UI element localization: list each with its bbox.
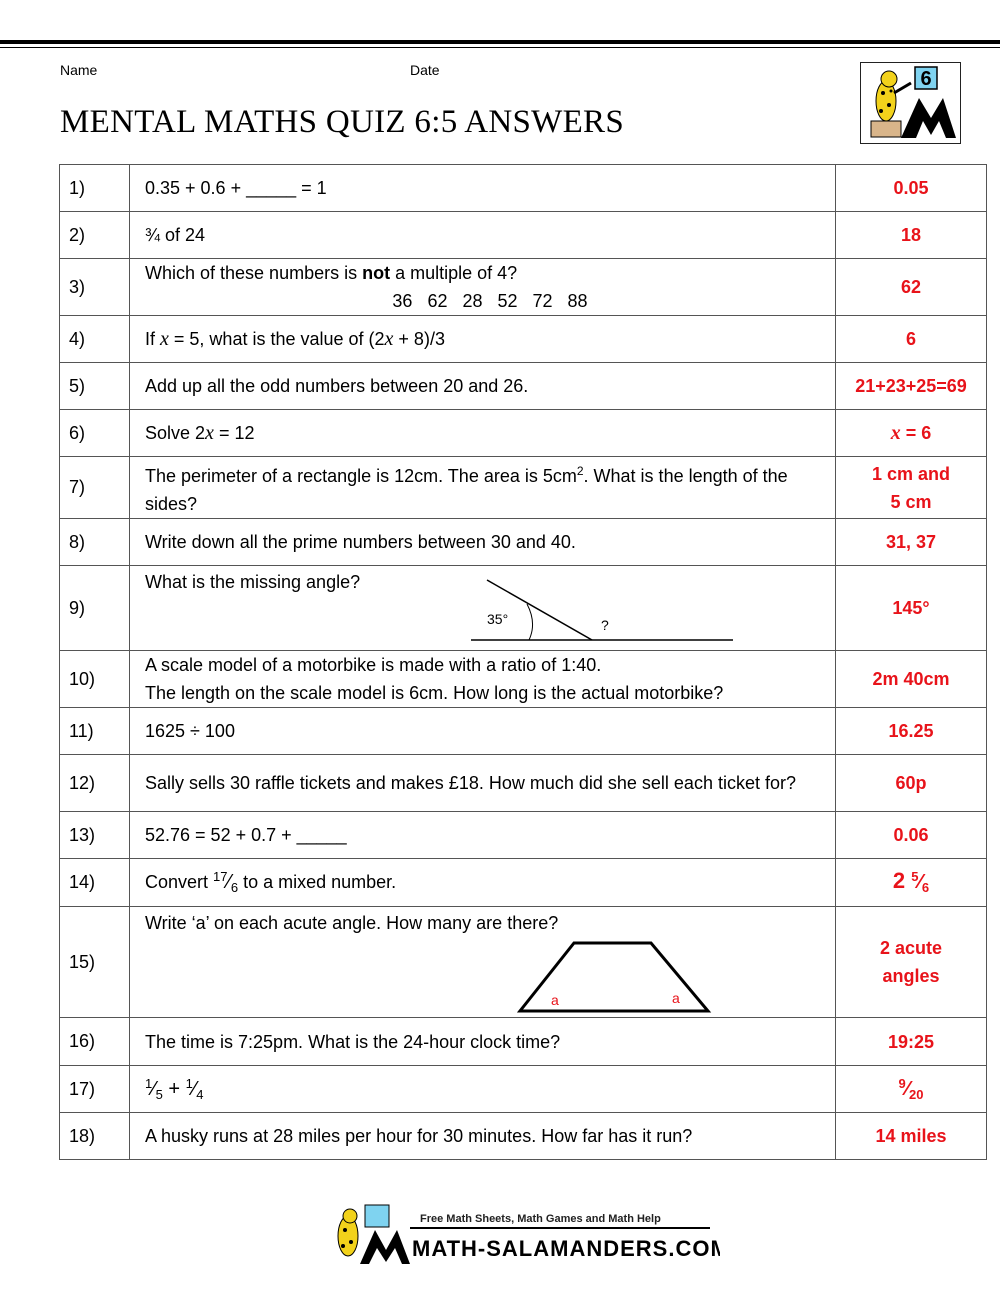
top-rule-thin xyxy=(0,47,1000,48)
question-text: ¾ of 24 xyxy=(130,212,836,259)
question-text: If x = 5, what is the value of (2x + 8)/3 xyxy=(130,316,836,363)
date-label: Date xyxy=(410,62,440,78)
question-number: 6) xyxy=(60,410,130,457)
footer-logo xyxy=(320,1200,720,1270)
name-label: Name xyxy=(60,62,98,78)
unknown-angle-label: ? xyxy=(601,617,609,633)
question-number: 18) xyxy=(60,1113,130,1160)
question-number: 7) xyxy=(60,457,130,519)
question-text: Write down all the prime numbers between 30 and 40. xyxy=(130,519,836,566)
question-row xyxy=(60,316,987,363)
answer: 0.05 xyxy=(836,165,987,212)
page-title: MENTAL MATHS QUIZ 6:5 ANSWERS xyxy=(60,104,625,140)
question-row xyxy=(60,1066,987,1113)
answer: 14 miles xyxy=(836,1113,987,1160)
question-row xyxy=(60,363,987,410)
question-text: 0.35 + 0.6 + _____ = 1 xyxy=(130,165,836,212)
question-text: The perimeter of a rectangle is 12cm. The area is $5cm^2$. What is the length of the sides? xyxy=(130,457,836,519)
answer: 60p xyxy=(836,755,987,812)
question-row xyxy=(60,259,987,316)
question-row xyxy=(60,907,987,1018)
question-number: 10) xyxy=(60,651,130,708)
question-row xyxy=(60,1018,987,1066)
question-number: 5) xyxy=(60,363,130,410)
question-text: 52.76 = 52 + 0.7 + _____ xyxy=(130,812,836,859)
answer: 31, 37 xyxy=(836,519,987,566)
answer: 19:25 xyxy=(836,1018,987,1066)
question-number: 4) xyxy=(60,316,130,363)
question-number: 15) xyxy=(60,907,130,1018)
answer: $^9⁄_{20}$ xyxy=(836,1066,987,1113)
question-row xyxy=(60,165,987,212)
angle-diagram xyxy=(467,568,747,648)
answer: 2 acute angles xyxy=(836,907,987,1018)
question-number: 1) xyxy=(60,165,130,212)
question-number: 11) xyxy=(60,708,130,755)
answer: 145° xyxy=(836,566,987,651)
question-row xyxy=(60,708,987,755)
question-text: A husky runs at 28 miles per hour for 30 minutes. How far has it run? xyxy=(130,1113,836,1160)
answer: 6 xyxy=(836,316,987,363)
number-options: 36 62 28 52 72 88 xyxy=(392,291,588,311)
question-row xyxy=(60,651,987,708)
logo-grade-number: 6 xyxy=(920,68,932,90)
question-text: What is the missing angle? 35° ? xyxy=(130,566,836,651)
answer: 18 xyxy=(836,212,987,259)
answer: 2 $^5$⁄6 xyxy=(836,859,987,907)
question-text: Solve 2x = 12 xyxy=(130,410,836,457)
question-row xyxy=(60,812,987,859)
math-salamanders-logo-icon xyxy=(320,1200,720,1270)
acute-angle-mark: a xyxy=(551,992,559,1008)
question-row xyxy=(60,519,987,566)
question-row xyxy=(60,1113,987,1160)
answer: 0.06 xyxy=(836,812,987,859)
answer: 62 xyxy=(836,259,987,316)
answer: 21+23+25=69 xyxy=(836,363,987,410)
acute-angle-mark: a xyxy=(672,990,680,1006)
question-text: Which of these numbers is not a multiple of 4? 36 62 28 52 72 88 xyxy=(130,259,836,316)
question-number: 2) xyxy=(60,212,130,259)
question-row xyxy=(60,457,987,519)
question-text: The time is 7:25pm. What is the 24-hour clock time? xyxy=(130,1018,836,1066)
question-number: 14) xyxy=(60,859,130,907)
angle-label: 35° xyxy=(487,611,509,627)
question-row xyxy=(60,566,987,651)
question-row xyxy=(60,755,987,812)
question-number: 13) xyxy=(60,812,130,859)
answer: 2m 40cm xyxy=(836,651,987,708)
question-text: 1625 ÷ 100 xyxy=(130,708,836,755)
question-number: 12) xyxy=(60,755,130,812)
quiz-table xyxy=(59,164,987,1160)
question-number: 9) xyxy=(60,566,130,651)
grade-logo xyxy=(860,62,961,144)
question-number: 17) xyxy=(60,1066,130,1113)
top-rule xyxy=(0,40,1000,44)
salamander-logo-icon xyxy=(861,63,960,143)
question-number: 8) xyxy=(60,519,130,566)
emphasis-not: not xyxy=(362,263,391,283)
question-row xyxy=(60,859,987,907)
question-text: Write ‘a’ on each acute angle. How many are there? a a xyxy=(130,907,836,1018)
question-text: A scale model of a motorbike is made with a ratio of 1:40. The length on the scale model is 6cm. How long is the actual motorbike? xyxy=(130,651,836,708)
question-row xyxy=(60,410,987,457)
question-number: 3) xyxy=(60,259,130,316)
answer: x = 6 xyxy=(836,410,987,457)
footer-tagline: Free Math Sheets, Math Games and Math Help xyxy=(420,1213,661,1225)
question-text: Sally sells 30 raffle tickets and makes £18. How much did she sell each ticket for? xyxy=(130,755,836,812)
answer: 16.25 xyxy=(836,708,987,755)
question-number: 16) xyxy=(60,1018,130,1066)
question-text: Convert $^{17}⁄_6$ to a mixed number. xyxy=(130,859,836,907)
footer-site: MATH-SALAMANDERS.COM xyxy=(412,1236,720,1261)
answer: 1 cm and 5 cm xyxy=(836,457,987,519)
trapezium-diagram xyxy=(515,937,815,1015)
question-row xyxy=(60,212,987,259)
question-text: $^1⁄_5$ + $^1⁄_4$ xyxy=(130,1066,836,1113)
question-text: Add up all the odd numbers between 20 and 26. xyxy=(130,363,836,410)
